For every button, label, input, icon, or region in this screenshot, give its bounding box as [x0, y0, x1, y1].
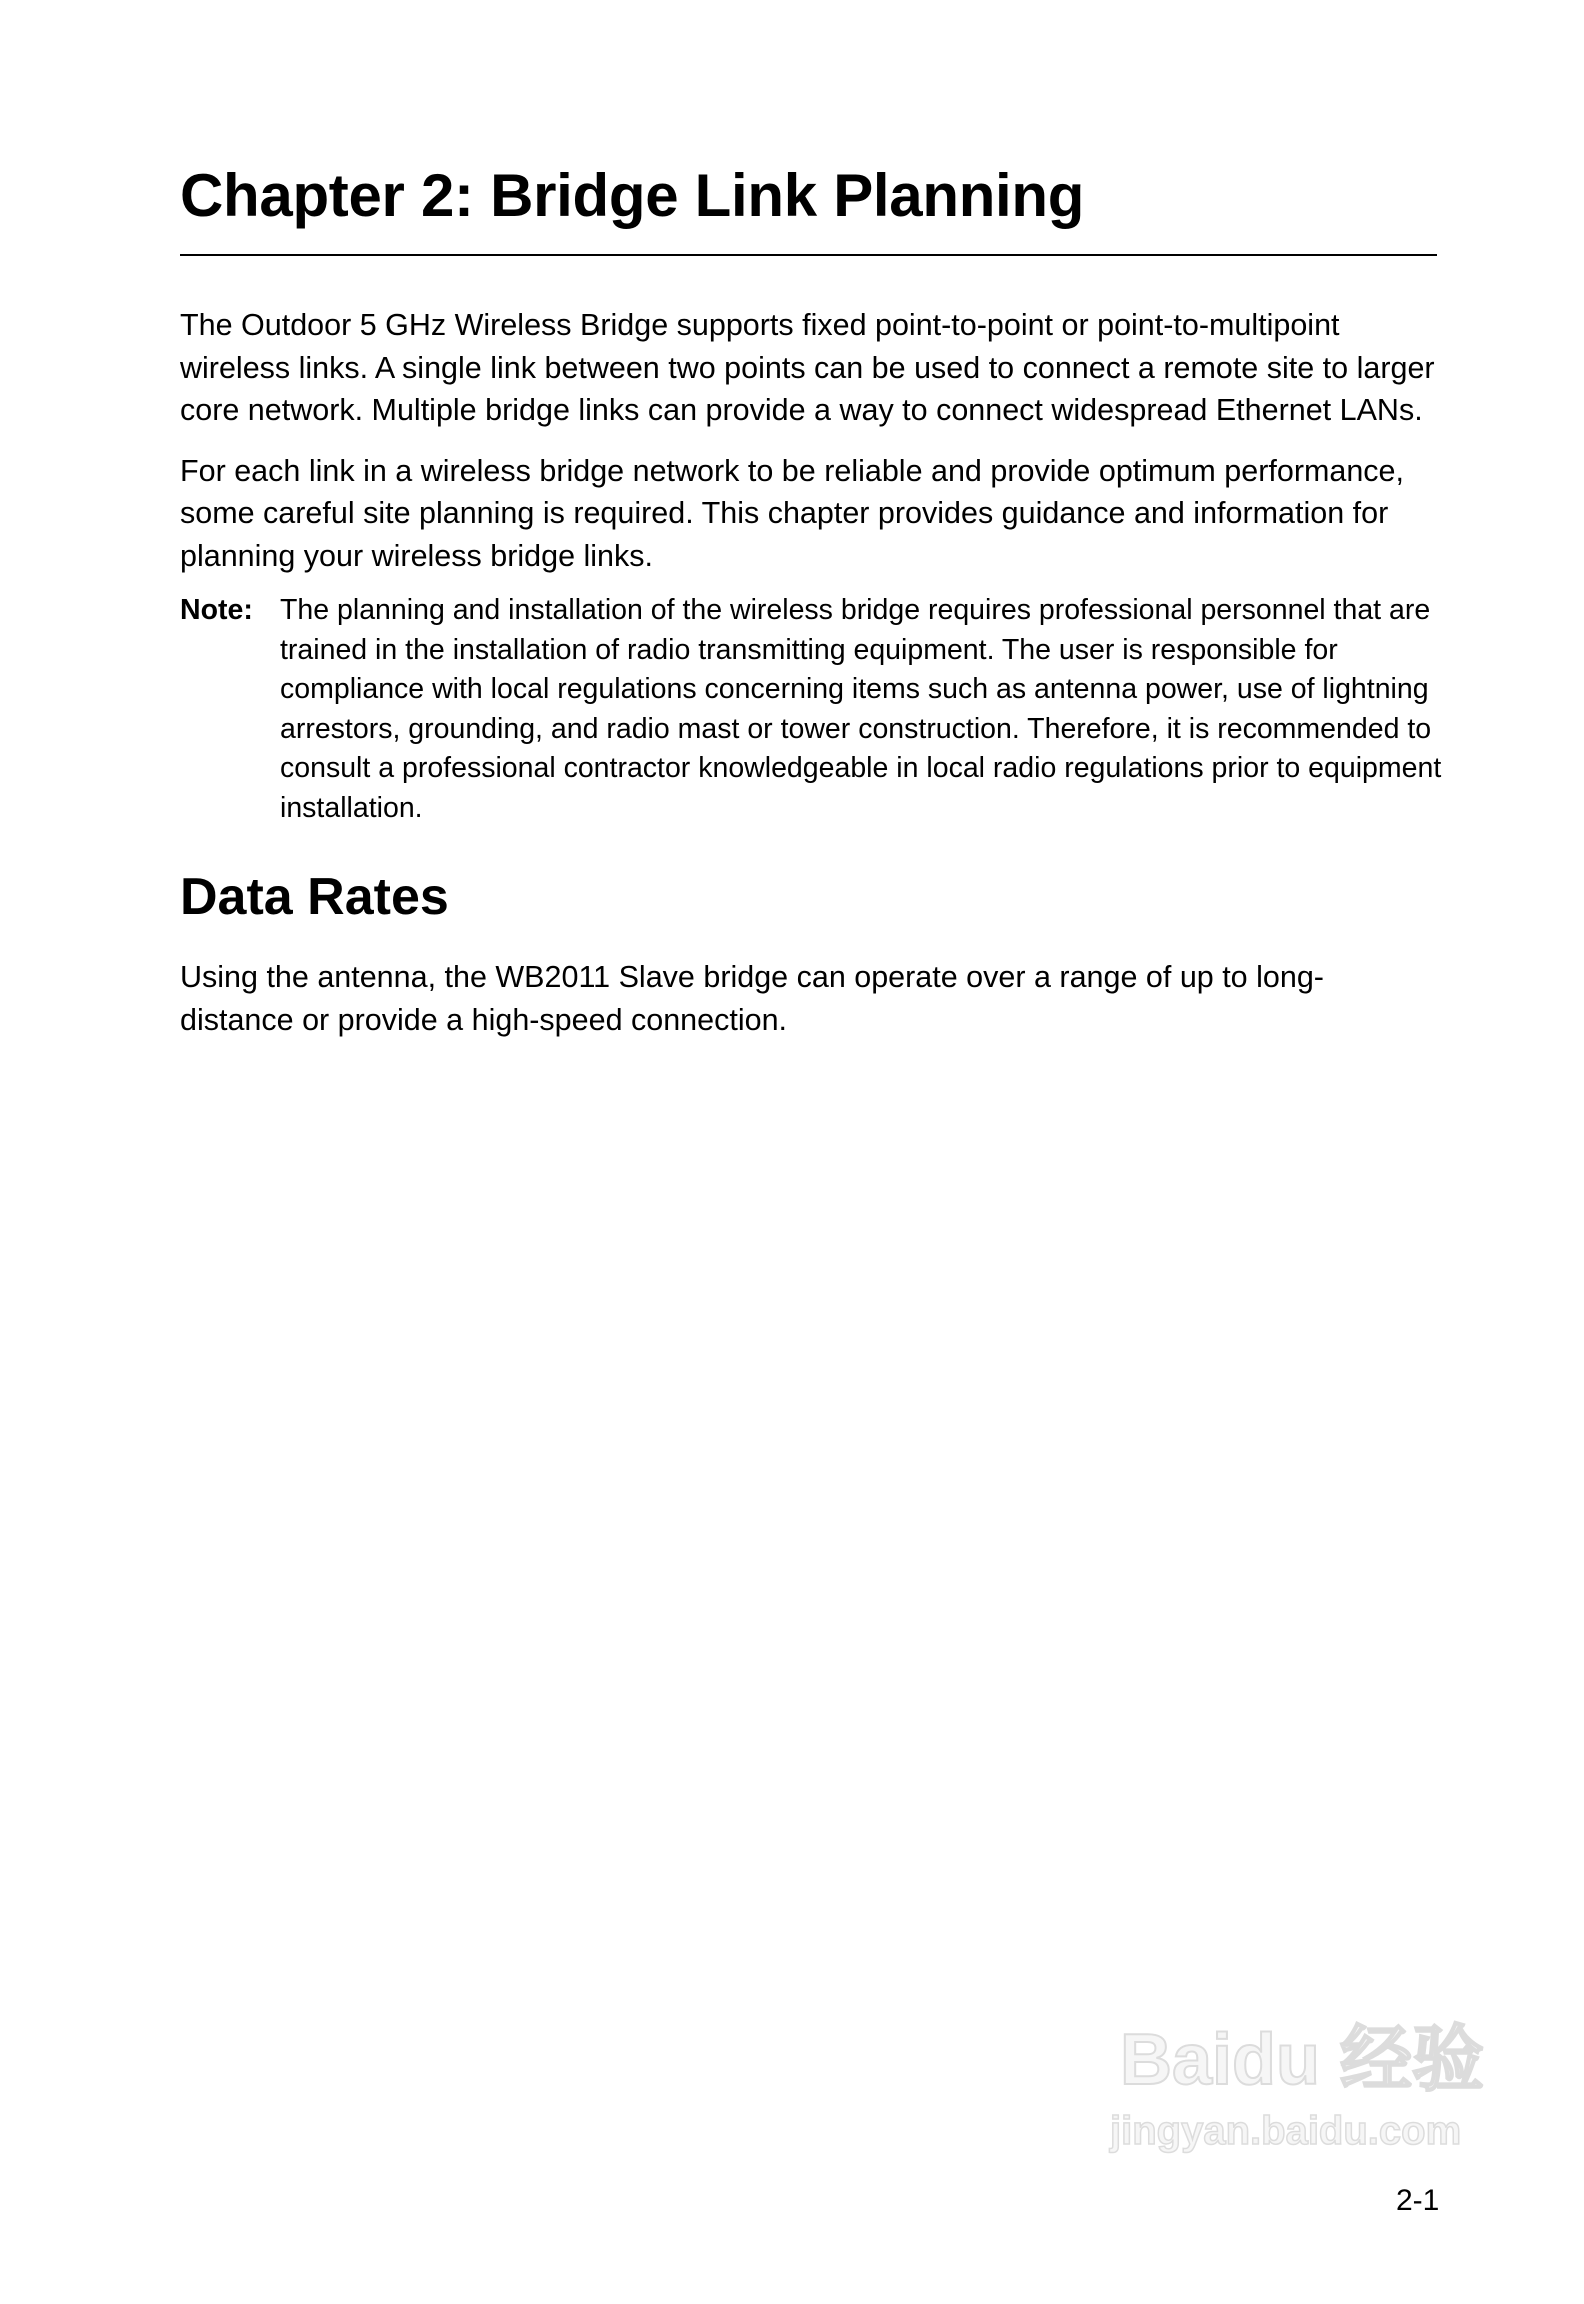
note-block: [180, 591, 1442, 828]
intro-paragraph: The Outdoor 5 GHz Wireless Bridge supports fixed point-to-point or point-to-multipoint wireless links. A single link between two points can be used to connect a remote site to larger core network. Multiple bridge links can provide a way to connect widespread Ethernet LANs.: [180, 308, 1435, 427]
section-paragraph: Using the antenna, the WB2011 Slave bridge can operate over a range of up to long-distance or provide a high-speed connection.: [180, 960, 1324, 1037]
watermark-logo: Baidu 经验: [1120, 2020, 1485, 2100]
note-text: The planning and installation of the wireless bridge requires professional personnel that are trained in the installation of radio transmitting equipment. The user is responsible for compliance with local regulations concerning items such as antenna power, use of lightning arrestors, grounding, and radio mast or tower construction. Therefore, it is recommended to consult a professional contractor knowledgeable in local radio regulations prior to equipment installation.: [280, 594, 1442, 824]
chapter-title: Chapter 2: Bridge Link Planning: [180, 162, 1085, 229]
section-heading: Data Rates: [180, 868, 449, 926]
intro-paragraph: For each link in a wireless bridge network to be reliable and provide optimum performance, some careful site planning is required. This chapter provides guidance and information for planning your wireless bridge links.: [180, 453, 1404, 573]
title-rule: [180, 254, 1437, 256]
page-content: [180, 160, 1442, 1041]
watermark-url: jingyan.baidu.com: [1110, 2109, 1462, 2153]
baidu-watermark: [1110, 2000, 1490, 2170]
page-number: 2-1: [1396, 2184, 1440, 2217]
note-label: Note:: [180, 594, 253, 626]
